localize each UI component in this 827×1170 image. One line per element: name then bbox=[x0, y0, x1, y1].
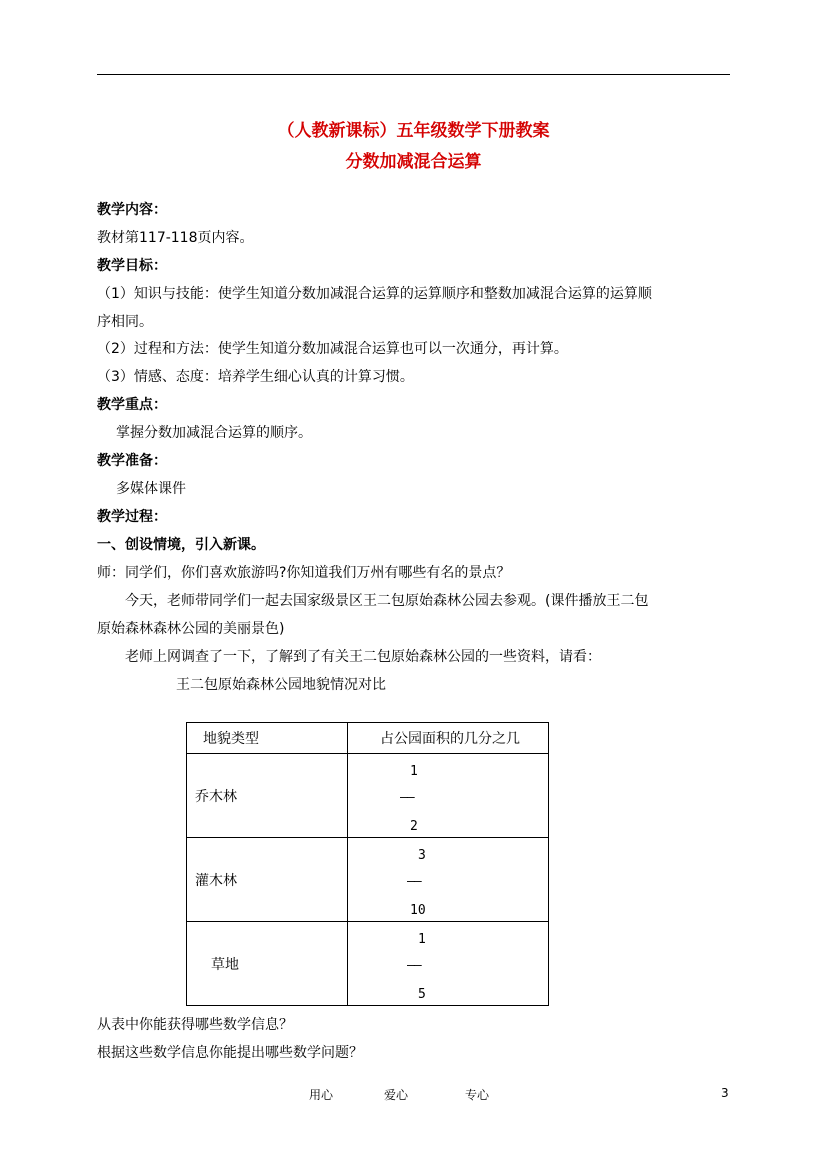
paragraph-2: 老师上网调查了一下，了解到了有关王二包原始森林公园的一些资料，请看： bbox=[125, 649, 601, 665]
fraction-cell bbox=[348, 838, 549, 922]
paragraph-1-line-2: 原始森林森林公园的美丽景色) bbox=[97, 621, 285, 637]
heading-key-point: 教学重点： bbox=[97, 397, 167, 413]
table-header-fraction: 占公园面积的几分之几 bbox=[348, 723, 549, 754]
heading-teaching-goals: 教学目标： bbox=[97, 258, 167, 274]
fraction-denominator: 10 bbox=[410, 903, 426, 918]
footer-word-2: 爱心 bbox=[384, 1088, 409, 1102]
goal-1-line-2: 序相同。 bbox=[97, 314, 153, 330]
landform-type-cell: 乔木林 bbox=[187, 754, 348, 838]
fraction-bar: —— bbox=[400, 790, 414, 805]
fraction-cell bbox=[348, 922, 549, 1006]
fraction-numerator: 1 bbox=[410, 764, 418, 779]
question-2: 根据这些数学信息你能提出哪些数学问题？ bbox=[97, 1045, 363, 1061]
fraction-cell bbox=[348, 754, 549, 838]
document-title: （人教新课标）五年级数学下册教案 bbox=[277, 121, 550, 141]
goal-1-line-1: （1）知识与技能：使学生知道分数加减混合运算的运算顺序和整数加减混合运算的运算顺 bbox=[97, 286, 652, 302]
landform-type-cell: 灌木林 bbox=[187, 838, 348, 922]
table-row bbox=[187, 838, 549, 922]
key-point-text: 掌握分数加减混合运算的顺序。 bbox=[116, 425, 312, 441]
section-1-heading: 一、创设情境，引入新课。 bbox=[97, 537, 265, 553]
table-caption: 王二包原始森林公园地貌情况对比 bbox=[176, 677, 386, 693]
fraction-numerator: 3 bbox=[418, 848, 426, 863]
question-1: 从表中你能获得哪些数学信息？ bbox=[97, 1017, 293, 1033]
goal-2: （2）过程和方法：使学生知道分数加减混合运算也可以一次通分，再计算。 bbox=[97, 341, 568, 357]
fraction-denominator: 5 bbox=[418, 987, 426, 1002]
fraction-numerator: 1 bbox=[418, 932, 426, 947]
table-row bbox=[187, 754, 549, 838]
page-number: 3 bbox=[721, 1086, 729, 1100]
document-subtitle: 分数加减混合运算 bbox=[345, 152, 482, 172]
goal-3: （3）情感、态度：培养学生细心认真的计算习惯。 bbox=[97, 369, 414, 385]
heading-preparation: 教学准备： bbox=[97, 453, 167, 469]
footer-word-1: 用心 bbox=[309, 1088, 334, 1102]
header-rule bbox=[97, 74, 730, 75]
table-header-type: 地貌类型 bbox=[187, 723, 348, 754]
teaching-content-text: 教材第117-118页内容。 bbox=[97, 230, 254, 246]
fraction-bar: —— bbox=[407, 874, 421, 889]
teacher-question: 师：同学们，你们喜欢旅游吗?你知道我们万州有哪些有名的景点？ bbox=[97, 565, 511, 581]
preparation-text: 多媒体课件 bbox=[116, 481, 186, 497]
fraction-denominator: 2 bbox=[410, 819, 418, 834]
fraction-bar: —— bbox=[407, 958, 421, 973]
paragraph-1-line-1: 今天，老师带同学们一起去国家级景区王二包原始森林公园去参观。(课件播放王二包 bbox=[125, 593, 649, 609]
footer-word-3: 专心 bbox=[465, 1088, 490, 1102]
landform-type-cell: 草地 bbox=[187, 922, 348, 1006]
table-header-row bbox=[187, 723, 549, 754]
heading-teaching-content: 教学内容： bbox=[97, 202, 167, 218]
heading-teaching-process: 教学过程： bbox=[97, 509, 167, 525]
landform-table bbox=[186, 722, 549, 1006]
table-row bbox=[187, 922, 549, 1006]
